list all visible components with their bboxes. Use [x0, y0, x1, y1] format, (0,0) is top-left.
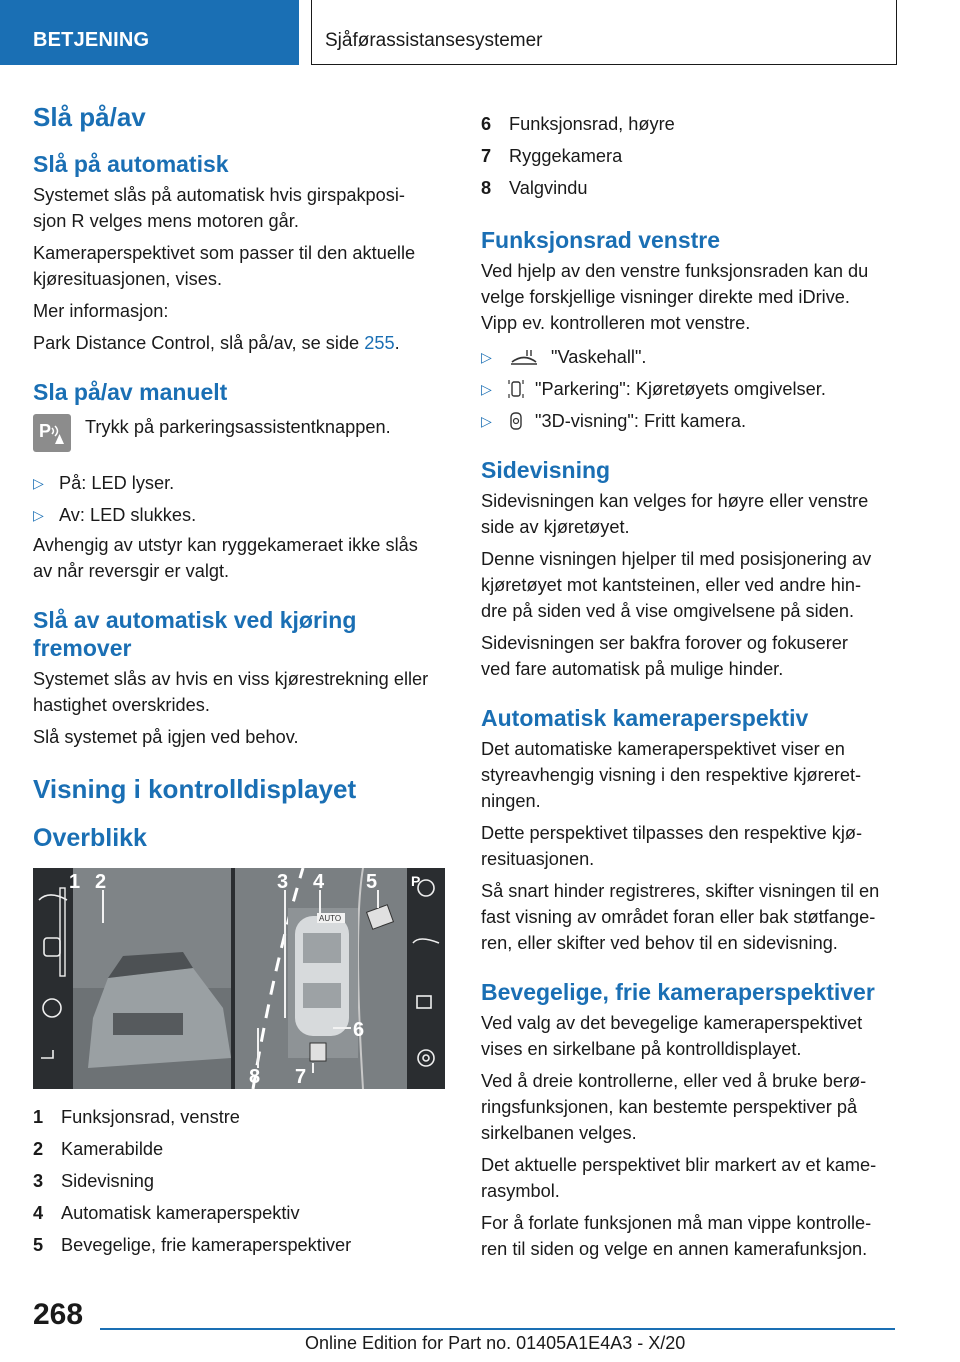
paragraph-turn-on-again: Slå systemet på igjen ved behov.	[33, 727, 299, 747]
bullet-parking: ▷ "Parkering": Kjøretøyets omgivelser.	[481, 376, 901, 402]
heading-auto-on: Slå på automatisk	[33, 151, 229, 177]
legend-right	[481, 108, 901, 204]
paragraph-pdc-ref: Park Distance Control, slå på/av, se side 255.	[33, 333, 400, 353]
paragraph-side-1: Sidevisningen kan velges for høyre eller venstre side av kjøretøyet.	[481, 491, 869, 537]
heading-overview: Overblikk	[33, 824, 147, 852]
bullet-triangle-icon: ▷	[481, 413, 492, 429]
paragraph-free-1: Ved valg av det bevegelige kameraperspektivet vises en sirkelbane på kontrolldisplayet.	[481, 1013, 863, 1059]
car-wash-icon	[507, 344, 541, 370]
paragraph-free-4: For å forlate funksjonen må man vippe kontrolle- ren til siden og velge en annen kamerafunksjon.	[481, 1213, 872, 1259]
paragraph-auto-camera-1: Det automatiske kameraperspektivet viser en styreavhengig visning i den respektive kjøreret- ningen.	[481, 739, 862, 811]
screen-label-6: 6	[353, 1019, 365, 1041]
footer-divider	[100, 1328, 895, 1330]
heading-auto-camera: Automatisk kameraperspektiv	[481, 705, 809, 731]
legend-item: 2 Kamerabilde	[33, 1139, 164, 1159]
paragraph-auto-camera-2: Dette perspektivet tilpasses den respektive kjø- resituasjonen.	[481, 823, 863, 869]
heading-side-view: Sidevisning	[481, 457, 611, 483]
heading-function-row-left: Funksjonsrad venstre	[481, 227, 721, 253]
chapter-title: Sjåførassistansesystemer	[325, 30, 543, 51]
bullet-triangle-icon: ▷	[33, 475, 44, 491]
park-button-row	[33, 414, 445, 452]
paragraph-equipment: Avhengig av utstyr kan ryggekameraet ikke slås av når reversgir er valgt.	[33, 535, 418, 581]
bullet-triangle-icon: ▷	[481, 381, 492, 397]
screen-label-5: 5	[366, 871, 378, 893]
svg-text:P: P	[411, 873, 421, 889]
right-column	[481, 108, 901, 1262]
page-link-255[interactable]: 255	[364, 333, 395, 353]
section-tab	[0, 0, 299, 65]
paragraph-free-3: Det aktuelle perspektivet blir markert av et kame- rasymbol.	[481, 1155, 877, 1201]
bullet-triangle-icon: ▷	[481, 349, 492, 365]
screen-label-7: 7	[295, 1066, 307, 1088]
3d-view-icon	[507, 408, 525, 434]
bullet-led-on: ▷ På: LED lyser.	[33, 470, 445, 496]
bullet-3d-view: ▷ "3D-visning": Fritt kamera.	[481, 408, 901, 434]
screen-label-2: 2	[95, 871, 107, 893]
paragraph-side-3: Sidevisningen ser bakfra forover og fokuserer ved fare automatisk på mulige hinder.	[481, 633, 848, 679]
paragraph-more-info: Mer informasjon:	[33, 301, 169, 321]
paragraph-function-row: Ved hjelp av den venstre funksjonsraden kan du velge forskjellige visninger direkte med iDrive. Vipp ev. kontrolleren mot venstre.	[481, 261, 869, 333]
bullet-led-off: ▷ Av: LED slukkes.	[33, 502, 445, 528]
paragraph-side-2: Denne visningen hjelper til med posisjonering av kjøretøyet mot kantsteinen, eller ved andre hin- dre på siden ved å vise omgivelsene på siden.	[481, 549, 872, 621]
screen-label-4: 4	[313, 871, 325, 893]
legend-left	[33, 1101, 445, 1261]
heading-auto-off: Slå av automatisk ved kjøring fremover	[33, 607, 357, 661]
paragraph-free-2: Ved å dreie kontrollerne, eller ved å bruke berø- ringsfunksjonen, kan bestemte perspektiver på sirkelbanen velges.	[481, 1071, 867, 1143]
legend-item: 1 Funksjonsrad, venstre	[33, 1107, 240, 1127]
park-assist-button-icon: P	[33, 414, 71, 452]
control-display-screenshot	[33, 868, 445, 1089]
paragraph-auto-on-1: Systemet slås på automatisk hvis girspakposi- sjon R velges mens motoren går.	[33, 185, 405, 231]
screen-label-1: 1	[69, 871, 81, 893]
legend-item: 8 Valgvindu	[481, 178, 588, 198]
legend-item: 4 Automatisk kameraperspektiv	[33, 1203, 300, 1223]
heading-on-off: Slå på/av	[33, 102, 146, 132]
legend-item: 3 Sidevisning	[33, 1171, 155, 1191]
legend-item: 6 Funksjonsrad, høyre	[481, 114, 675, 134]
footer-edition: Online Edition for Part no. 01405A1E4A3 - X/20	[305, 1333, 686, 1353]
section-title: BETJENING	[33, 29, 150, 51]
paragraph-auto-camera-3: Så snart hinder registreres, skifter visningen til en fast visning av området foran eller bak støtfange- ren, eller skifter ved behov til en sidevisning.	[481, 881, 880, 953]
bullet-car-wash: ▷ "Vaskehall".	[481, 344, 901, 370]
parking-view-icon	[507, 376, 525, 402]
heading-display: Visning i kontrolldisplayet	[33, 774, 357, 804]
legend-item: 7 Ryggekamera	[481, 146, 623, 166]
heading-manual: Sla på/av manuelt	[33, 379, 228, 405]
page-number: 268	[33, 1298, 84, 1331]
paragraph-press-button: Trykk på parkeringsassistentknappen.	[85, 417, 391, 437]
paragraph-auto-on-2: Kameraperspektivet som passer til den aktuelle kjøresituasjonen, vises.	[33, 243, 416, 289]
auto-tag: AUTO	[319, 914, 342, 923]
bullet-triangle-icon: ▷	[33, 507, 44, 523]
paragraph-auto-off: Systemet slås av hvis en viss kjørestrekning eller hastighet overskrides.	[33, 669, 429, 715]
left-column	[33, 100, 445, 1261]
chapter-tab	[311, 0, 897, 65]
screen-label-3: 3	[277, 871, 289, 893]
screen-label-8: 8	[249, 1066, 261, 1088]
heading-free-perspectives: Bevegelige, frie kameraperspektiver	[481, 979, 875, 1005]
legend-item: 5 Bevegelige, frie kameraperspektiver	[33, 1235, 352, 1255]
